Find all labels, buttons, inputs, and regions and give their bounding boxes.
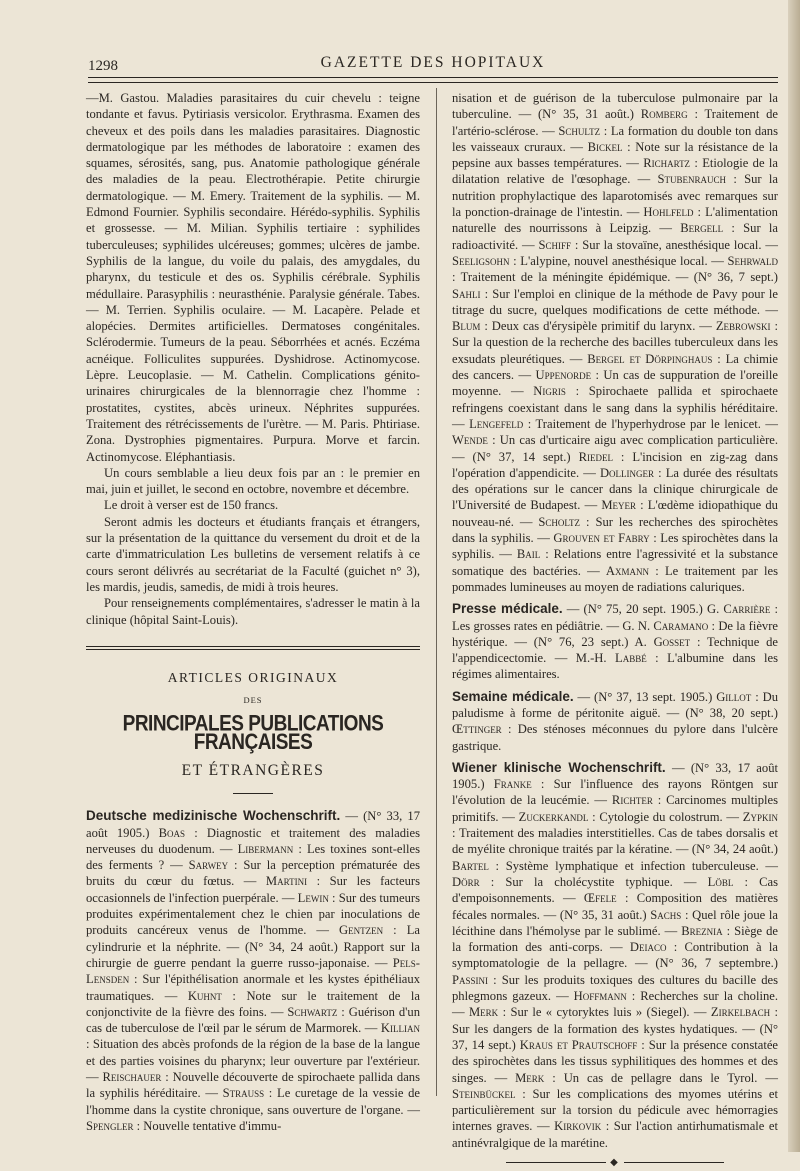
author-name: Kraus et Prautschoff xyxy=(519,1037,638,1052)
author-name: Romberg xyxy=(640,107,688,122)
author-name: Gosset xyxy=(653,634,691,649)
author-name: Œfele xyxy=(583,891,617,906)
author-name: Labbé xyxy=(615,651,647,666)
author-name: Carrière xyxy=(723,602,771,617)
author-name: Strauss xyxy=(222,1086,265,1101)
short-rule xyxy=(233,793,273,794)
left-column xyxy=(86,90,420,1134)
section-des: DES xyxy=(243,695,263,706)
author-name: Bickel xyxy=(587,139,623,154)
journal-title: GAZETTE DES HOPITAUX xyxy=(320,54,546,71)
review-deutsche-continued: nisation et de guérison de la tuberculose pulmonaire par la tuberculine. — (N° 35, 31 août.) Romberg : Traitement de l'artério-sclérose. — Schultz : La formation du double ton dans les vaisseaux cruraux. — Bickel : Note sur la résistance de la pepsine aux basses températures. — Richartz : Etiologie de la dilatation relative de l'œsophage. — Stubenrauch : Sur la nutrition prophylactique des laparotomisés avec remarques sur la ponction-drainage de l'intestin. — Hohlfeld : L'alimentation naturelle des nourrissons à Leipzig. — Bergell : Sur la radioactivité. — Schiff : Sur la stovaïne, anesthésique local. — Seeligsohn : L'alypine, nouvel anesthésique local. — Sehrwald : Traitement de la méningite épidémique. — (N° 36, 7 sept.) Sahli : Sur l'emploi en clinique de la méthode de Pavy pour le titrage du sucre, quelques modifications de cette méthode. — Blum : Deux cas d'érysipèle primitif du larynx. — Zebrowski : Sur la question de la recherche des bacilles tuberculeux dans les exsudats pleurétiques. — Bergel et Dörpinghaus : La chimie des cancers. — Uppenorde : Un cas de suppuration de l'oreille moyenne. — Nigris : Spirochaete pallida et spirochaete refringens coexistant dans le sang dans la syphilis héréditaire. — Lengefeld : Traitement de l'hyperhydrose par le lenicet. — Wende : Un cas d'urticaire aigu avec complication particulière. — (N° 37, 14 sept.) Riedel : L'incision en zig-zag dans l'opération d'appendicite. — Dollinger : La durée des résultats des opérations sur le cancer dans la clinique chirurgicale de l'Université de Budapest. — Meyer : L'œdème idiopathique du nouveau-né. — Scholtz : Sur les recherches des spirochètes dans la syphilis. — Grouven et Fabry : Les spirochètes dans la syphilis. — Bail : Relations entre l'agressivité et la substance somatique des bactéries. — Axmann : Le traitement par les pommades lumineuses au moyen de radiations caluriques. xyxy=(452,91,779,594)
author-name: Löbl xyxy=(707,874,734,889)
author-name: Franke xyxy=(493,777,532,792)
course-fee: Le droit à verser est de 150 francs. xyxy=(104,498,279,513)
journal-name: Wiener klinische Wochenschrift. xyxy=(452,759,666,775)
author-name: Kuhnt xyxy=(187,988,222,1003)
author-name: Seeligsohn xyxy=(452,253,510,268)
author-name: Stubenrauch xyxy=(657,172,727,187)
author-name: Schultz xyxy=(558,123,601,138)
author-name: Spengler xyxy=(86,1118,134,1133)
author-name: Œttinger xyxy=(452,722,502,737)
section-subheading: ET ÉTRANGÈRES xyxy=(181,761,325,779)
author-name: Richter xyxy=(611,793,653,808)
author-name: Riedel xyxy=(578,449,613,464)
section-title: ARTICLES ORIGINAUX xyxy=(167,669,339,685)
author-name: Zirkelbach xyxy=(710,1005,771,1020)
journal-name: Deutsche medizinische Wochenschrift. xyxy=(86,808,341,824)
author-name: Bergel et Dörpinghaus xyxy=(587,351,713,366)
author-name: Sachs xyxy=(650,907,682,922)
review-wiener: Wiener klinische Wochenschrift. — (N° 33, 17 août 1905.) Franke : Sur l'influence des rayons Röntgen sur l'évolution de la leucémie. — Richter : Carcinomes multiples primitifs. — Zuckerkandl : Cytologie du colostrum. — Zypkin : Traitement des maladies interstitielles. Cas de tabes dorsalis et de myélite chronique traités par la kératine. — (N° 34, 24 août.) Bartel : Système lymphatique et infection tuberculeuse. — Dörr : Sur la cholécystite typhique. — Löbl : Cas d'empoisonnements. — Œfele : Composition des matières fécales normales. — (N° 35, 31 août.) Sachs : Quel rôle joue la lécithine dans l'hémolyse par le sublimé. — Breznia : Siège de la formation des anti-corps. — Deiaco : Contribution à la symptomatologie de la pellagre. — (N° 36, 7 septembre.) Passini : Sur les produits toxiques des cultures du bacille des phlegmons gazeux. — Hoffmann : Recherches sur la choline. — Merk : Sur le « cytoryktes luis » (Siegel). — Zirkelbach : Sur les dangers de la formation des kystes hydatiques. — (N° 37, 14 sept.) Kraus et Prautschoff : Sur la présence constatée des spirochètes dans les tissus syphilitiques des hommes et des singes. — Merk : Un cas de pellagre dans le Tyrol. — Steinbückel : Sur les complications des myomes utérins et particulièrement sur la torsion du pédicule avec hémorragies internes graves. — Kirkovik : Sur l'action antirhumatismale et antinévralgique de la marétine. xyxy=(452,759,779,1150)
author-name: Sarwey xyxy=(188,858,229,873)
author-name: Merk xyxy=(515,1070,545,1085)
author-name: Richartz xyxy=(643,156,691,171)
author-name: Blum xyxy=(452,319,481,334)
author-name: Libermann xyxy=(237,841,294,856)
author-name: Sehrwald xyxy=(727,253,778,268)
author-name: Nigris xyxy=(533,384,566,399)
author-name: Meyer xyxy=(601,498,637,513)
column-divider xyxy=(436,88,437,1096)
course-contact: Pour renseignements complémentaires, s'adresser le matin à la clinique (hôpital Saint-Louis). xyxy=(86,596,420,627)
author-name: Wende xyxy=(452,433,488,448)
review-semaine: Semaine médicale. — (N° 37, 13 sept. 1905.) Gillot : Du paludisme à forme de péritonite aiguë. — (N° 38, 20 sept.) Œttinger : Des sténoses méconnues du pylore dans l'ulcère gastrique. xyxy=(452,688,778,753)
author-name: Martini xyxy=(265,874,308,889)
section-heading: PRINCIPALES PUBLICATIONS FRANÇAISES xyxy=(122,712,384,756)
review-presse: Presse médicale. — (N° 75, 20 sept. 1905.) G. Carrière : Les grosses rates en pédiâtrie. — G. N. Caramano : De la fièvre hystérique. — (N° 76, 23 sept.) A. Gosset : Technique de l'appendicectomie. — M.-H. Labbé : L'albumine dans les régimes alimentaires. xyxy=(452,601,778,682)
author-name: Grouven et Fabry xyxy=(553,531,650,546)
author-name: Bartel xyxy=(452,858,489,873)
author-name: Passini xyxy=(452,972,489,987)
end-ornament: ◆ xyxy=(452,1155,778,1171)
author-name: Reischauer xyxy=(102,1070,162,1085)
author-name: Zypkin xyxy=(742,809,778,824)
author-name: Killian xyxy=(380,1021,420,1036)
section-rule xyxy=(86,646,420,650)
author-name: Bail xyxy=(516,547,541,562)
author-name: Uppenorde xyxy=(535,368,592,383)
author-name: Schwartz xyxy=(287,1004,338,1019)
author-name: Boas xyxy=(158,825,186,840)
journal-name: Semaine médicale. xyxy=(452,688,574,704)
page-number: 1298 xyxy=(88,58,118,74)
course-admission: Seront admis les docteurs et étudiants français et étrangers, sur la présentation de la quittance du versement du droit et de la carte d'immatriculation Les bulletins de versement relatifs à ce cours seront délivrés au secrétariat de la Faculté (guichet n° 3), les mardis, jeudis, samedis, de midi à trois heures. xyxy=(86,514,420,594)
review-deutsche: Deutsche medizinische Wochenschrift. — (N° 33, 17 août 1905.) Boas : Diagnostic et traitement des maladies nerveuses du duodenum. — Libermann : Les toxines sont-elles des ferments ? — Sarwey : Sur la perception prématurée des bruits du cœur du fœtus. — Martini : Sur les facteurs occasionnels de l'infection puerpérale. — Lewin : Sur des tumeurs produites expérimentalement chez le chien par inoculations de produits cancéreux venus de l'homme. — Gentzen : La cylindrurie et la néphrite. — (N° 34, 24 août.) Rapport sur la chirurgie de guerre pendant la guerre russo-japonaise. — Pels-Lensden : Sur l'épithélisation anormale et les kystes épithéliaux traumatiques. — Kuhnt : Note sur le traitement de la conjonctivite de la fièvre des foins. — Schwartz : Guérison d'un cas de tuberculose de l'œil par le sérum de Marmorek. — Killian : Situation des abcès profonds de la région de la base de la langue et des parties voisines du pharynx; leur ouverture par l'extérieur. — Reischauer : Nouvelle découverte de spirochaete pallida dans la syphilis héréditaire. — Strauss : Le curetage de la vessie de l'homme dans la cystite chronique, sans ouverture de l'organe. — Spengler : Nouvelle tentative d'immu- xyxy=(86,808,421,1133)
author-name: Merk xyxy=(468,1005,499,1020)
author-name: Kirkovik xyxy=(554,1119,602,1134)
author-name: Bergell xyxy=(680,221,724,236)
journal-name: Presse médicale. xyxy=(452,601,563,617)
author-name: Caramano xyxy=(653,618,709,633)
author-name: Gentzen xyxy=(339,923,384,938)
author-name: Schiff xyxy=(538,237,571,252)
author-name: Breznia xyxy=(681,923,723,938)
author-name: Scholtz xyxy=(538,514,581,529)
course-schedule: Un cours semblable a lieu deux fois par an : le premier en mai, juin et juillet, le second en octobre, novembre et décembre. xyxy=(86,465,420,497)
author-name: Lengefeld xyxy=(469,416,524,431)
header-rule xyxy=(88,77,778,83)
right-column xyxy=(452,90,778,1171)
author-name: Hohlfeld xyxy=(643,205,694,220)
page-header xyxy=(88,52,778,76)
author-name: Dörr xyxy=(452,874,480,889)
author-name: Hoffmann xyxy=(573,989,627,1004)
author-name: Steinbückel xyxy=(452,1086,516,1101)
page-edge xyxy=(788,0,800,1152)
author-name: Dollinger xyxy=(599,465,655,480)
author-name: Gillot xyxy=(716,689,752,704)
author-name: Sahli xyxy=(452,286,481,301)
author-name: Zuckerkandl xyxy=(518,809,589,824)
author-name: Deiaco xyxy=(629,940,667,955)
course-program: —M. Gastou. Maladies parasitaires du cuir chevelu : teigne tondante et favus. Pytiriasis versicolor. Erythrasma. Examen des cheveux et des poils dans les maladies parasitaires. Diagnostic dermatologique par les méthodes de laboratoire : examen des squames, sérosités, sang, pus. Anatomie pathologique générale des maladies de la peau. Electrothérapie. Petite chirurgie dermatologique. — M. Emery. Traitement de la syphilis. — M. Edmond Fournier. Syphilis secondaire. Hérédo-syphilis. Syphilis et grossesse. — M. Milian. Syphilis tertiaire : syphilides tuberculeuses; syphilides ulcéreuses; gommes; ulcères de jambe. Syphilis de la langue, du voile du palais, des amygdales, du pharynx, du testicule et des os. Syphilis cérébrale. Syphilis médullaire. Parasyphilis : neurasthénie. Paralysie générale. Tabes. — M. Terrien. Syphilis oculaire. — M. Lacapère. Pelade et alopécies. Dermites artificielles. Dermatoses congénitales. Sclérodermie. Tumeurs de la peau. Séborrhées et acnés. Eczéma acnéique. Folliculites suppurées. Dyshidrose. Actinomycose. Lèpre. Leucoplasie. — M. Cathelin. Complications génito-urinaires chirurgicales de la blennorragie chez l'homme : prostatites, cystites, abcès urineux. Néphrites suppurées. Traitement des rétrécissements de l'urètre. — M. Paris. Phtiriase. Zona. Dystrophies pigmentaires. Purpura. Morve et farcin. Actinomycose. Eléphantiasis. xyxy=(86,91,420,464)
author-name: Axmann xyxy=(605,563,650,578)
author-name: Zebrowski xyxy=(715,319,771,334)
author-name: Pels-Lensden xyxy=(86,955,420,987)
author-name: Lewin xyxy=(297,890,329,905)
